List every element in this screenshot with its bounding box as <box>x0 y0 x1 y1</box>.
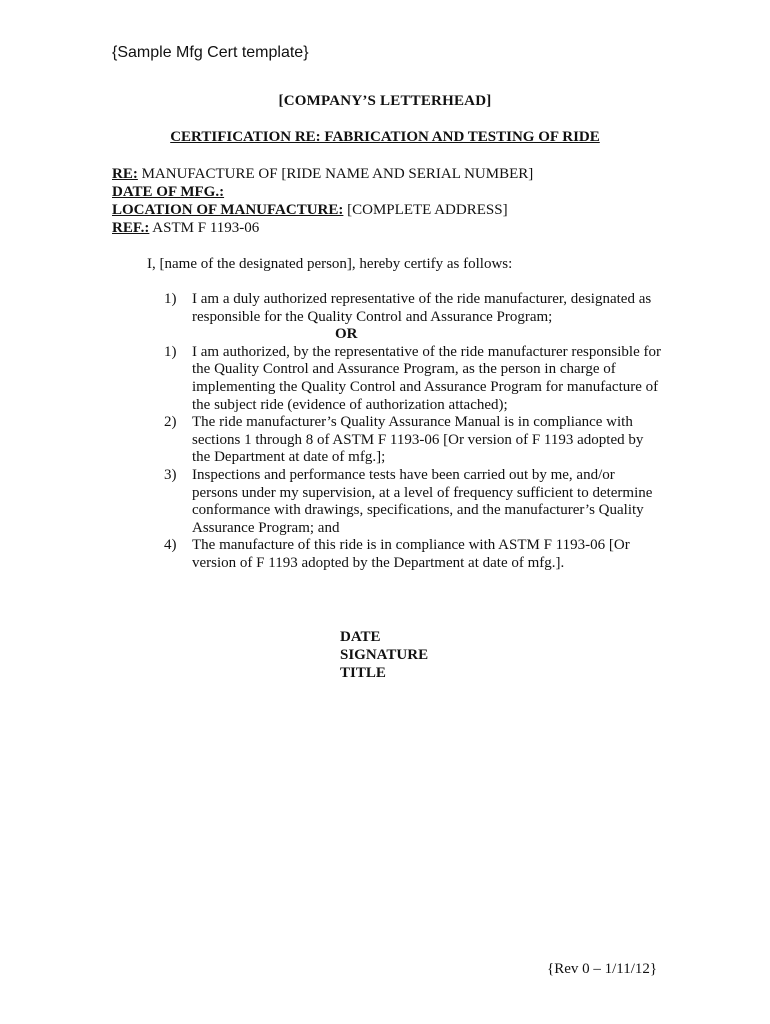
date-field-label: DATE <box>340 629 381 645</box>
item-number: 3) <box>164 466 177 483</box>
item-text: I am authorized, by the representative of the ride manufacturer responsible for the Quality Control and Assurance Program, as the person in charge of implementing the Quality Control and Assurance Program for manufacture of the subject ride (evidence of authorization attached); <box>192 343 661 413</box>
re-label: RE: <box>112 166 138 182</box>
item-text: I am a duly authorized representative of the ride manufacturer, designated as responsible for the Quality Control and Assurance Program; <box>192 291 652 325</box>
ref-label: REF.: <box>112 220 150 236</box>
list-item <box>164 344 664 414</box>
revision-footer: {Rev 0 – 1/11/12} <box>547 961 658 977</box>
location-line <box>112 201 533 219</box>
date-of-mfg-label: DATE OF MFG.: <box>112 184 225 200</box>
item-number: 1) <box>164 291 177 307</box>
reference-block <box>112 165 533 237</box>
item-text: The manufacture of this ride is in compliance with ASTM F 1193-06 [Or version of F 1193 adopted by the Department at date of mfg.]. <box>192 537 630 571</box>
list-item <box>164 291 664 326</box>
re-value: MANUFACTURE OF [RIDE NAME AND SERIAL NUMBER] <box>137 166 534 182</box>
or-separator: OR <box>335 326 358 343</box>
title-field-label: TITLE <box>340 665 386 681</box>
certification-items <box>164 291 664 573</box>
certify-intro: I, [name of the designated person], hereby certify as follows: <box>147 256 513 272</box>
item-text: The ride manufacturer’s Quality Assurance Manual is in compliance with sections 1 through 8 of ASTM F 1193-06 [Or version of F 1193 adopted by the Department at date of mfg.]; <box>192 414 644 466</box>
certification-title: CERTIFICATION RE: FABRICATION AND TESTING OF RIDE <box>170 129 600 145</box>
location-label: LOCATION OF MANUFACTURE: <box>112 202 344 218</box>
list-item <box>164 467 664 537</box>
location-value: [COMPLETE ADDRESS] <box>343 202 508 218</box>
signature-field-label: SIGNATURE <box>340 647 429 663</box>
template-label: {Sample Mfg Cert template} <box>112 44 309 61</box>
signature-block <box>340 628 428 682</box>
ref-value: ASTM F 1193-06 <box>149 220 260 236</box>
item-number: 2) <box>164 414 177 431</box>
letterhead-placeholder: [COMPANY’S LETTERHEAD] <box>278 93 492 109</box>
re-line <box>112 165 533 183</box>
date-line <box>112 183 533 201</box>
list-item <box>164 414 664 467</box>
item-number: 4) <box>164 537 177 554</box>
ref-line <box>112 219 533 237</box>
item-text: Inspections and performance tests have been carried out by me, and/or persons under my supervision, at a level of frequency sufficient to determine conformance with drawings, specifications, and the manufacturer’s Quality Assurance Program; and <box>192 466 653 536</box>
list-item <box>164 537 664 572</box>
item-number: 1) <box>164 343 177 360</box>
